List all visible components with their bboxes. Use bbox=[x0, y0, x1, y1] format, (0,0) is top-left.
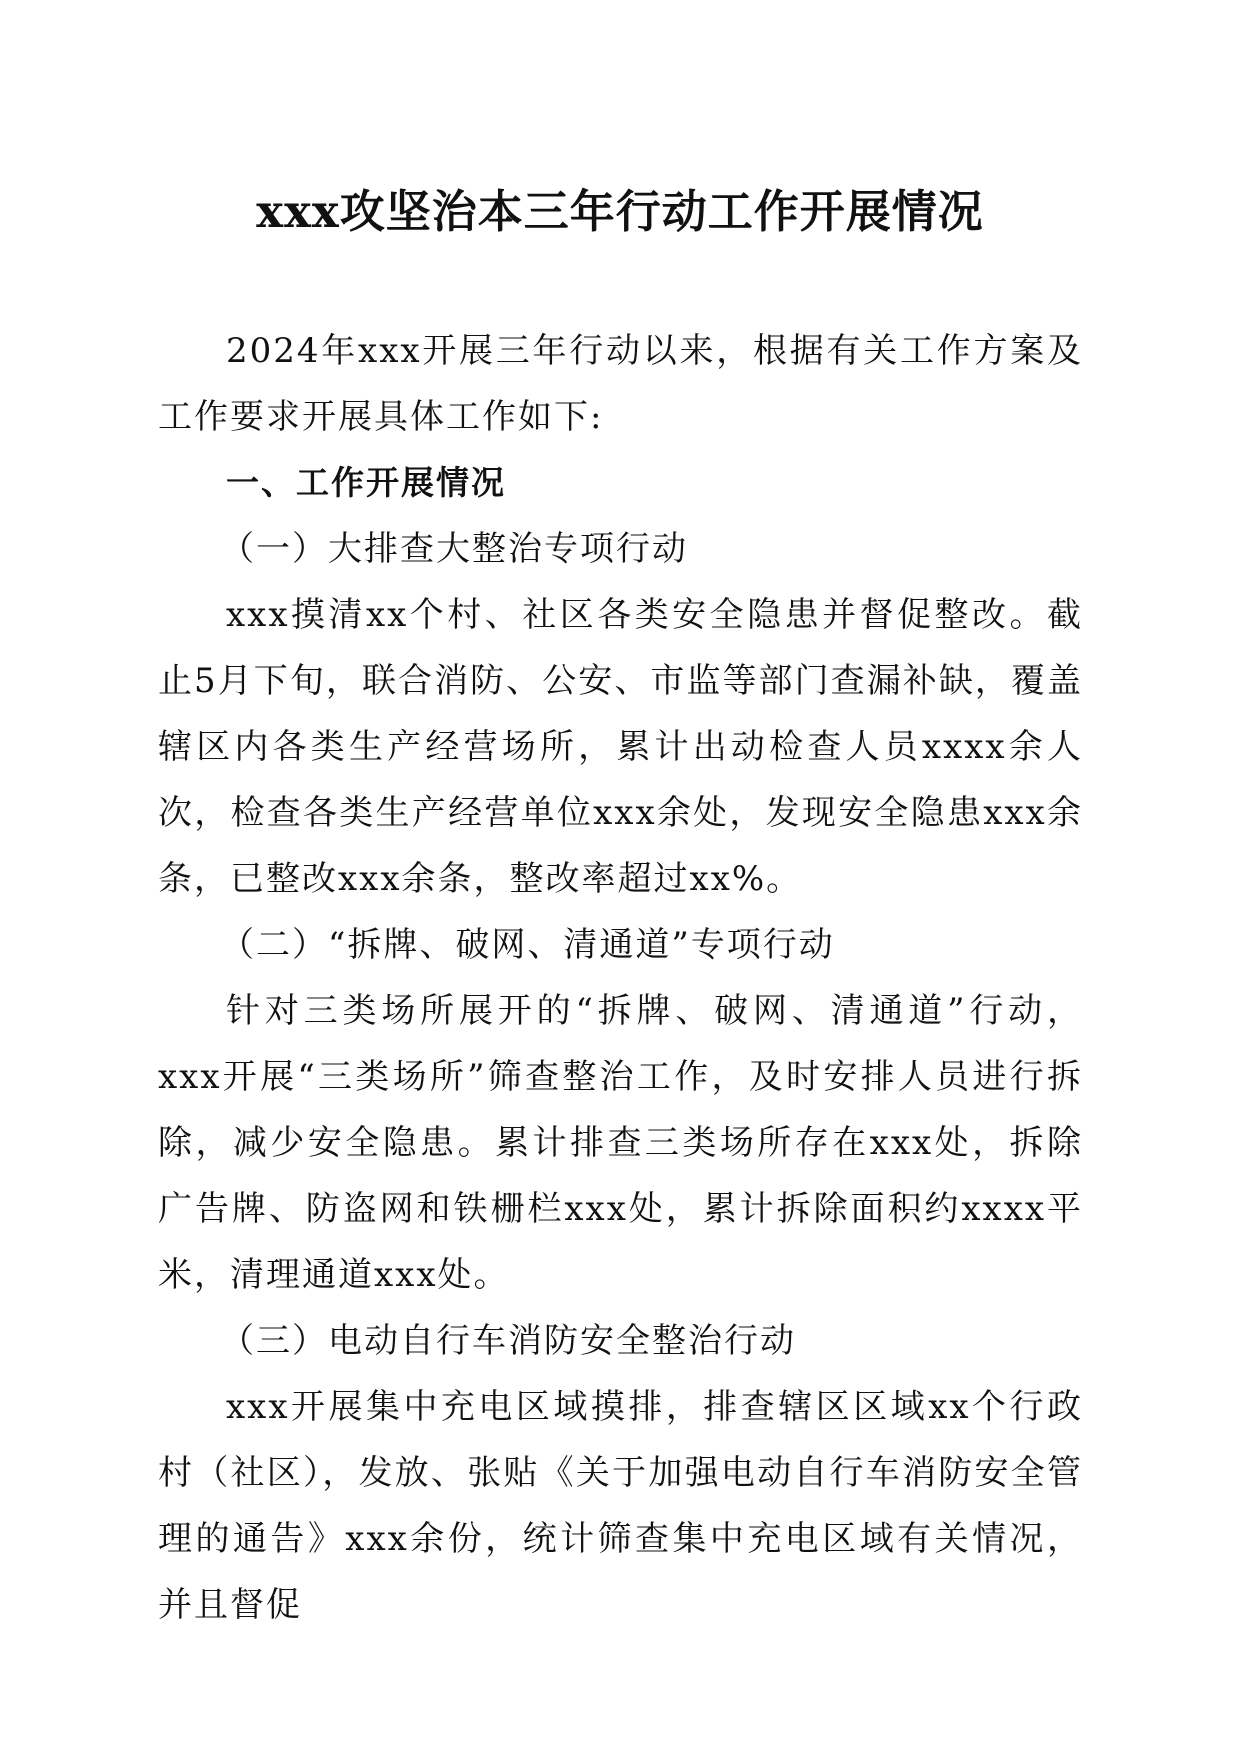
intro-paragraph: 2024年xxx开展三年行动以来，根据有关工作方案及工作要求开展具体工作如下: bbox=[158, 331, 1083, 437]
document-title: xxx攻坚治本三年行动工作开展情况 bbox=[256, 185, 984, 238]
body-paragraph: xxx摸清xx个村、社区各类安全隐患并督促整改。截止5月下旬，联合消防、公安、市监等部门查漏补缺，覆盖辖区内各类生产经营场所，累计出动检查人员xxxx余人次，检查各类生产经营单位xxx余处，发现安全隐患xxx余条，已整改xxx余条，整改率超过xx%。 bbox=[158, 595, 1083, 899]
subsection-heading: （一）大排查大整治专项行动 bbox=[220, 529, 688, 569]
body-paragraph: xxx开展集中充电区域摸排，排查辖区区域xx个行政村（社区），发放、张贴《关于加强电动自行车消防安全管理的通告》xxx余份，统计筛查集中充电区域有关情况，并且督促 bbox=[158, 1387, 1083, 1625]
subsection-heading: （二）“拆牌、破网、清通道”专项行动 bbox=[220, 925, 835, 965]
subsection-heading: （三）电动自行车消防安全整治行动 bbox=[220, 1321, 796, 1361]
section-heading: 一、工作开展情况 bbox=[226, 463, 506, 502]
body-paragraph: 针对三类场所展开的“拆牌、破网、清通道”行动，xxx开展“三类场所”筛查整治工作，及时安排人员进行拆除，减少安全隐患。累计排查三类场所存在xxx处，拆除广告牌、防盗网和铁栅栏xxx处，累计拆除面积约xxxx平米，清理通道xxx处。 bbox=[158, 991, 1083, 1295]
document-body bbox=[158, 318, 1083, 1638]
